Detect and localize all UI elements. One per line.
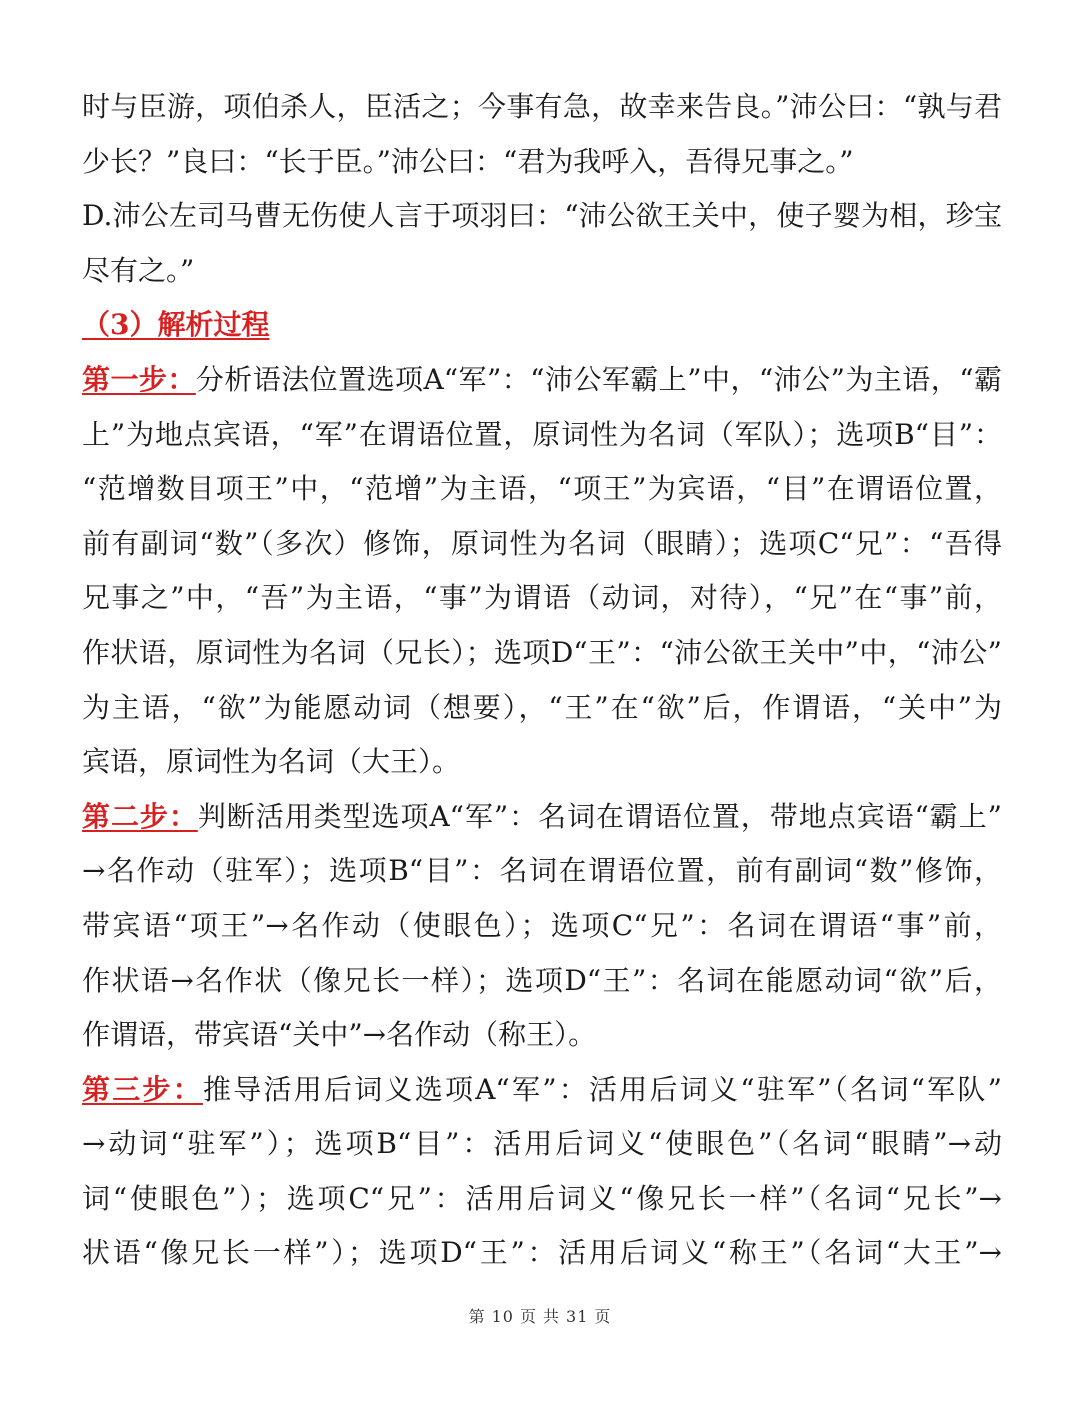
step2-text: 判断活用类型选项A“军”：名词在谓语位置，带地点宾语“霸上” (197, 799, 1002, 833)
document-page (82, 80, 1002, 1281)
text-line: 前有副词“数”（多次）修饰，原词性为名词（眼睛）；选项C“兄”：“吾得 (82, 526, 1002, 560)
footer-page-number: 10 (491, 1307, 514, 1326)
text-line: 带宾语“项王”→名作动（使眼色）；选项C“兄”：名词在谓语“事”前， (82, 908, 1002, 942)
step3-label: 第三步： (82, 1072, 203, 1106)
footer-suffix: 页 (594, 1307, 612, 1326)
step3-line (82, 1063, 1002, 1118)
text-line: →名作动（驻军）；选项B“目”：名词在谓语位置，前有副词“数”修饰， (82, 854, 1002, 888)
step1-label: 第一步： (82, 362, 196, 396)
footer-prefix: 第 (468, 1307, 486, 1326)
text-line: D.沛公左司马曹无伤使人言于项羽曰：“沛公欲王关中，使子婴为相，珍宝 (82, 199, 1002, 233)
text-line: 上”为地点宾语，“军”在谓语位置，原词性为名词（军队）；选项B“目”： (82, 417, 1002, 451)
text-line: 作谓语，带宾语“关中”→名作动（称王）。 (82, 1018, 597, 1052)
text-line: 时与臣游，项伯杀人，臣活之；今事有急，故幸来告良。”沛公曰：“孰与君 (82, 90, 1002, 123)
section-heading-text: （3）解析过程 (82, 308, 270, 342)
step3-text: 推导活用后词义选项A“军”：活用后词义“驻军”（名词“军队” (202, 1072, 1002, 1106)
text-line: 尽有之。” (82, 253, 195, 287)
text-line: →动词“驻军”）；选项B“目”：活用后词义“使眼色”（名词“眼睛”→动 (82, 1127, 1002, 1161)
step1-line (82, 353, 1002, 408)
page-footer (0, 1304, 1080, 1327)
step2-line (82, 790, 1002, 845)
text-line: 状语“像兄长一样”）；选项D“王”：活用后词义“称王”（名词“大王”→ (82, 1236, 1002, 1270)
step1-text: 分析语法位置选项A“军”：“沛公军霸上”中，“沛公”为主语，“霸 (195, 362, 1002, 396)
text-line: 词“使眼色”）；选项C“兄”：活用后词义“像兄长一样”（名词“兄长”→ (82, 1181, 1002, 1215)
footer-total-pages: 31 (566, 1307, 589, 1326)
section-heading (82, 298, 1002, 353)
text-line: “范增数目项王”中，“范增”为主语，“项王”为宾语，“目”在谓语位置， (82, 472, 1002, 506)
text-line: 作状语，原词性为名词（兄长）；选项D“王”：“沛公欲王关中”中，“沛公” (82, 635, 1002, 669)
step2-label: 第二步： (82, 799, 198, 833)
text-line: 宾语，原词性为名词（大王）。 (82, 745, 461, 779)
text-line: 兄事之”中，“吾”为主语，“事”为谓语（动词，对待），“兄”在“事”前， (82, 581, 1002, 615)
footer-middle: 页 共 (519, 1307, 561, 1326)
text-line: 为主语，“欲”为能愿动词（想要），“王”在“欲”后，作谓语，“关中”为 (82, 690, 1002, 724)
text-line: 少长？”良曰：“长于臣。”沛公曰：“君为我呼入，吾得兄事之。” (82, 144, 854, 178)
text-line: 作状语→名作状（像兄长一样）；选项D“王”：名词在能愿动词“欲”后， (82, 963, 1002, 997)
